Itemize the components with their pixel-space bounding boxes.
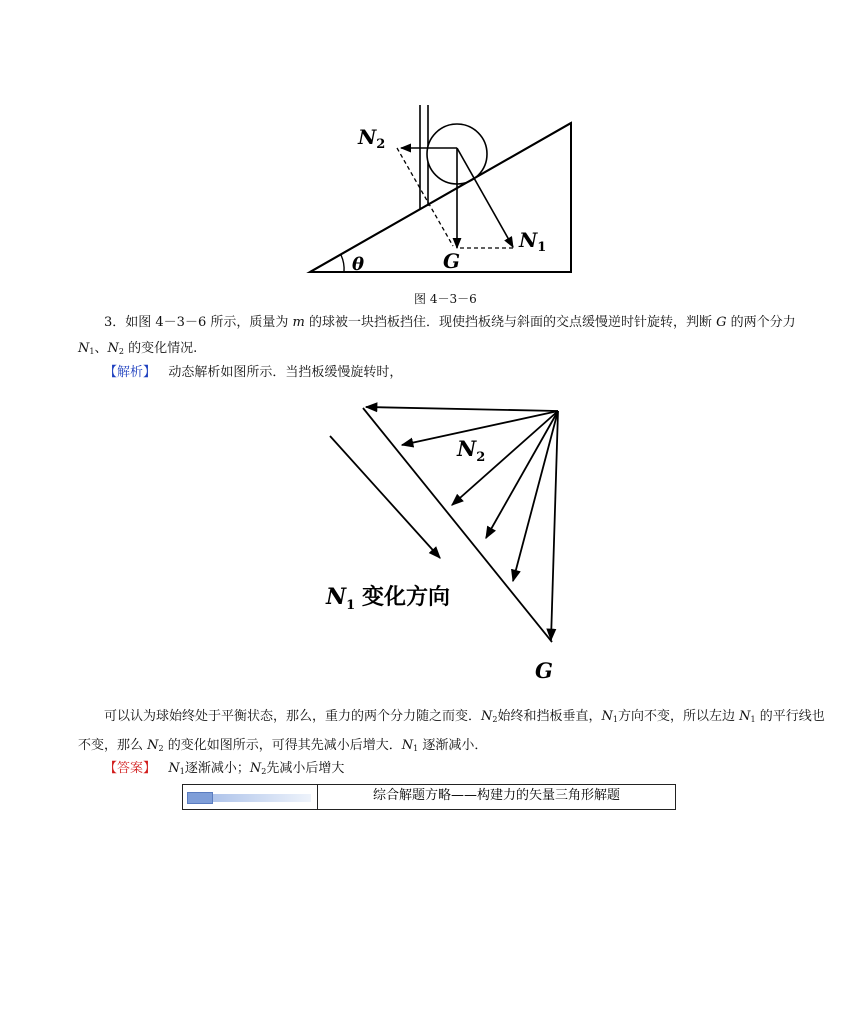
question-number: 3． (104, 315, 126, 330)
strategy-decoration (183, 785, 318, 809)
strategy-box (182, 784, 676, 810)
strategy-title: 综合解题方略——构建力的矢量三角形解题 (372, 788, 620, 803)
question-paragraph: 3．如图 4－3－6 所示，质量为 m 的球被一块挡板挡住．现使挡板绕与斜面的交点缓慢逆时针旋转，判断 G 的两个分力 $N_1$、$N_2$ 的变化情况. (78, 315, 796, 356)
fig1-n1-label: $N_1$ (519, 228, 547, 255)
analysis-tag: 【解析】 (104, 365, 157, 380)
fig2-g-label: G (535, 658, 553, 683)
fig2-n2-label: $N_2$ (457, 436, 486, 465)
answer-tag: 【答案】 (104, 761, 157, 776)
figure-incline (300, 100, 590, 285)
theta-arc (341, 255, 344, 272)
fig1-n2-label: $N_2$ (358, 125, 386, 152)
fig2-n1-label: $N_1$ (326, 584, 356, 613)
g-arrow-2 (551, 411, 558, 640)
fig1-g-label: G (443, 249, 461, 273)
figure-dynamic (320, 398, 570, 690)
strategy-bar-tag (187, 792, 213, 804)
analysis-line: 【解析】 动态解析如图所示．当挡板缓慢旋转时， (104, 365, 403, 380)
figure1-caption: 图 4－3－6 (414, 292, 477, 306)
n1-parallel-arrow (330, 436, 440, 558)
answer-line: 【答案】 $N_1$逐渐减小；$N_2$先减小后增大 (104, 761, 345, 776)
n2-arrows (366, 407, 558, 581)
explanation-paragraph: 可以认为球始终处于平衡状态，那么，重力的两个分力随之而变．$N_2$始终和挡板垂直，$N_1$方向不变，所以左边 $N_1$ 的平行线也不变，那么 $N_2$ 的变化如图所示，可得其先减小后增大．$N_1$ 逐渐减小． (78, 709, 825, 753)
fig2-n1-direction-label: 变化方向 (362, 584, 451, 610)
fig1-theta-label: θ (352, 254, 365, 275)
